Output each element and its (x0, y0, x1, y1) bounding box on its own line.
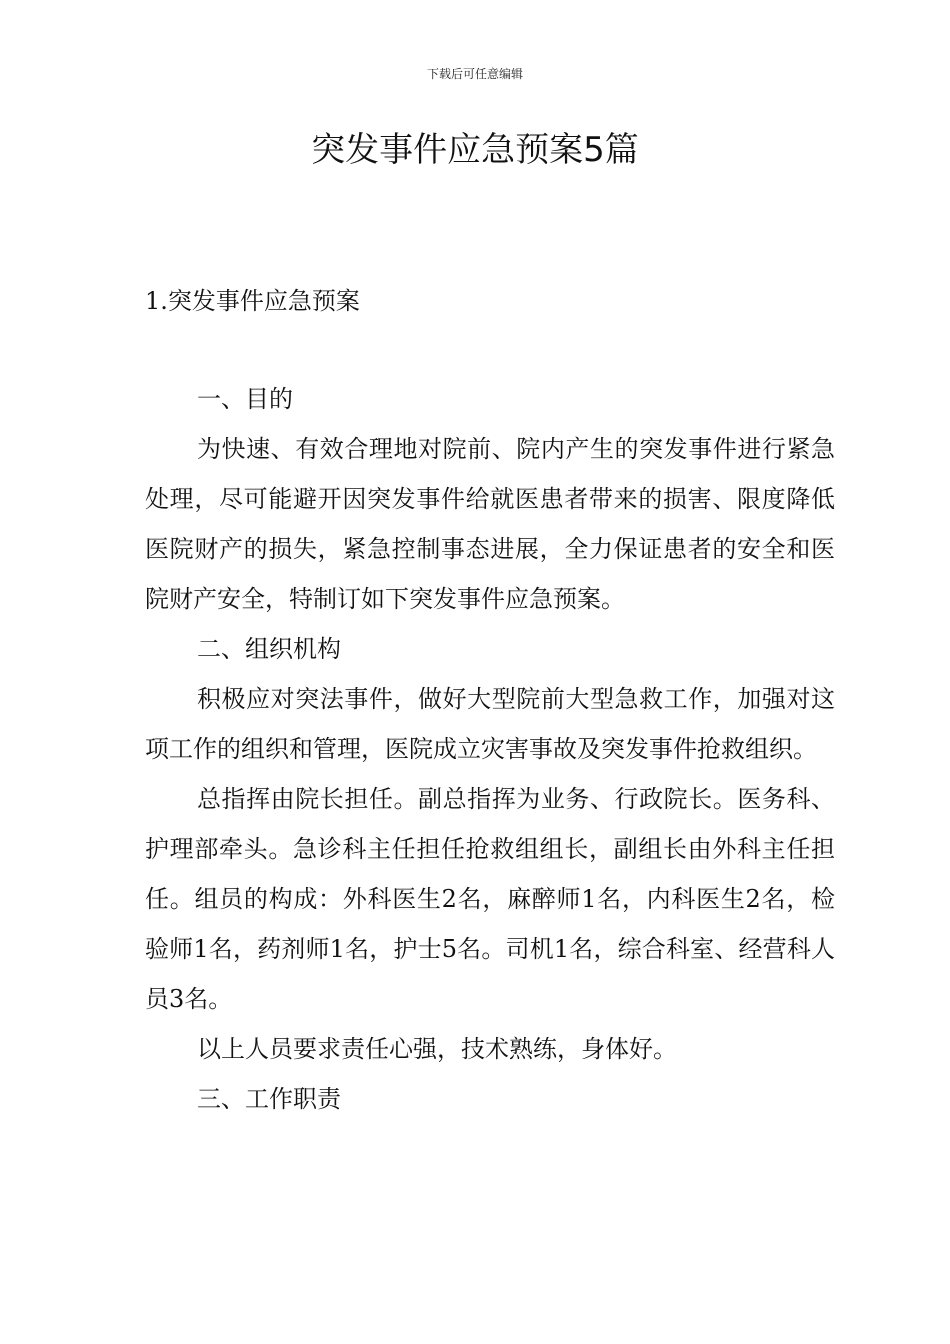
header-note: 下载后可任意编辑 (426, 67, 523, 81)
document-body (145, 374, 835, 1124)
organization-paragraph: 积极应对突法事件，做好大型院前大型急救工作，加强对这项工作的组织和管理，医院成立灾害事故及突发事件抢救组织。 (145, 685, 835, 763)
subsection-heading-purpose: 一、目的 (197, 385, 293, 413)
subsection-heading-duties: 三、工作职责 (197, 1085, 341, 1113)
staffing-paragraph: 总指挥由院长担任。副总指挥为业务、行政院长。医务科、护理部牵头。急诊科主任担任抢救组组长，副组长由外科主任担任。组员的构成：外科医生2名，麻醉师1名，内科医生2名，检验师1名，药剂师1名，护士5名。司机1名，综合科室、经营科人员3名。 (145, 785, 835, 1013)
document-title: 突发事件应急预案5篇 (311, 130, 639, 170)
requirements-paragraph: 以上人员要求责任心强，技术熟练，身体好。 (197, 1035, 677, 1063)
purpose-paragraph: 为快速、有效合理地对院前、院内产生的突发事件进行紧急处理，尽可能避开因突发事件给就医患者带来的损害、限度降低医院财产的损失，紧急控制事态进展，全力保证患者的安全和医院财产安全，特制订如下突发事件应急预案。 (145, 435, 835, 613)
subsection-heading-organization: 二、组织机构 (197, 635, 341, 663)
section-title: 1.突发事件应急预案 (145, 287, 360, 315)
